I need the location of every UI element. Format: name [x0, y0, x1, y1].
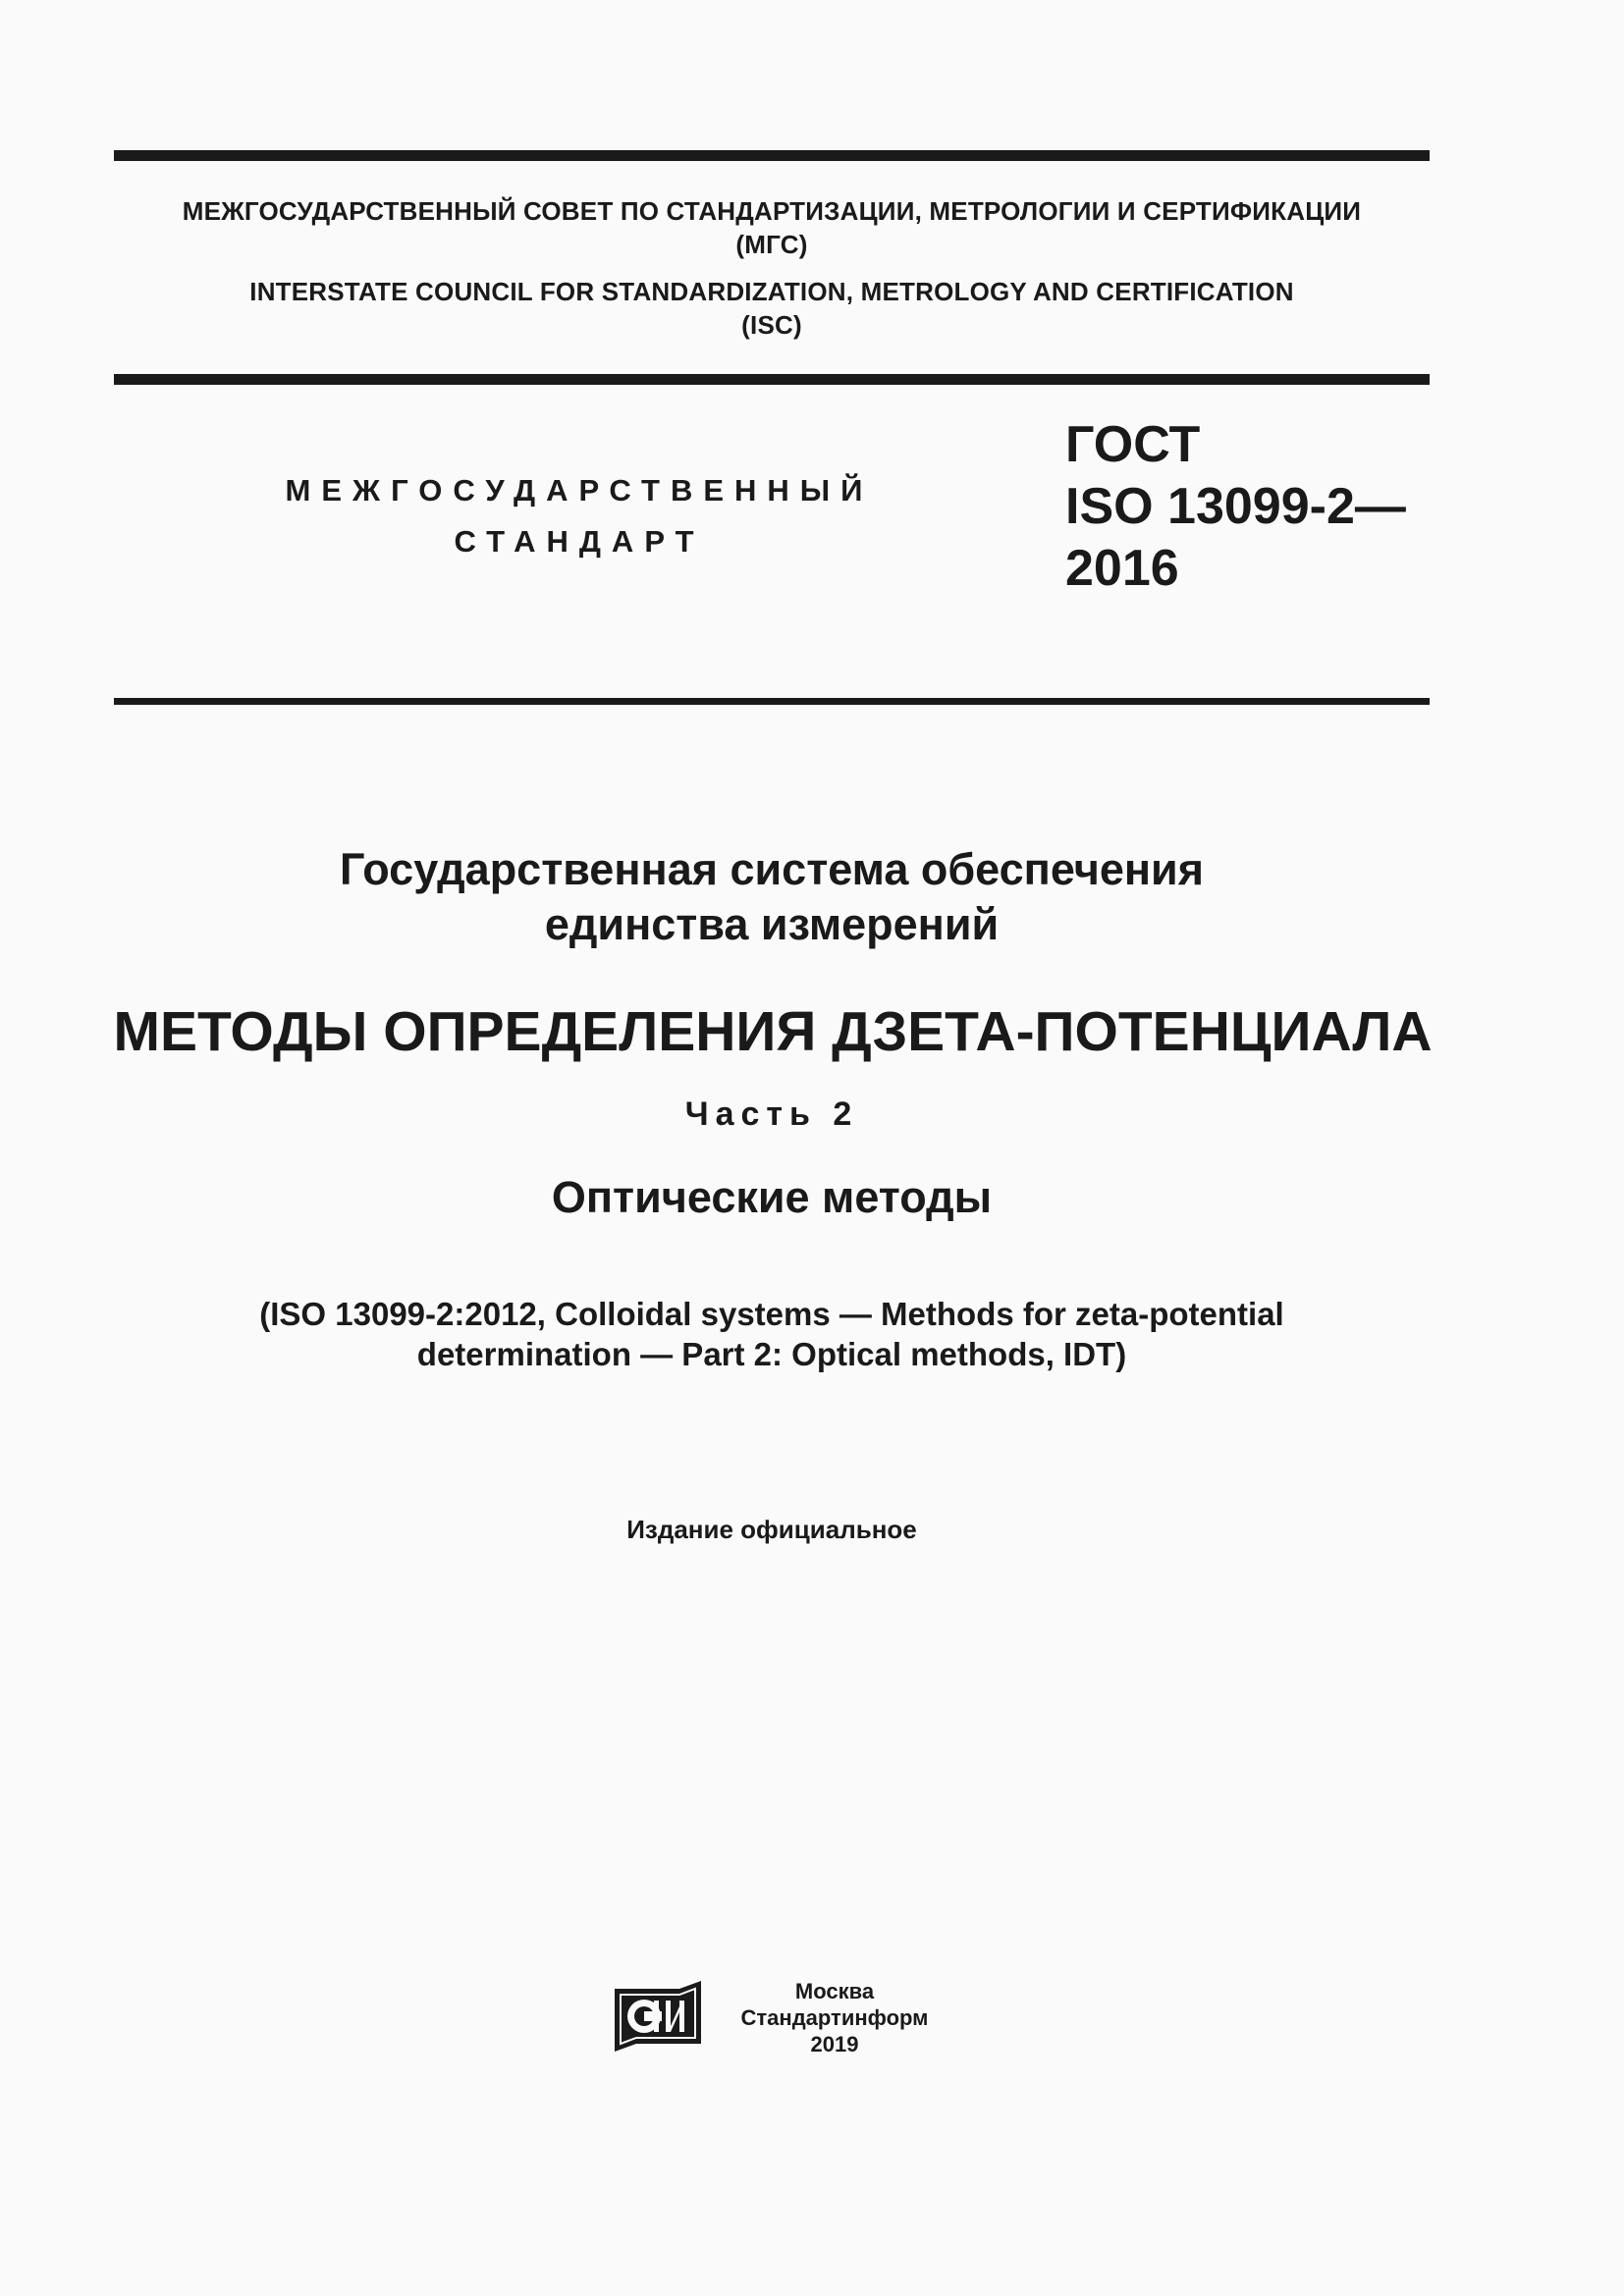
- iso-reference-line2: determination — Part 2: Optical methods, IDT): [416, 1336, 1127, 1372]
- council-header: [114, 194, 1430, 342]
- council-en-abbr: (ISC): [741, 310, 802, 340]
- publisher-block: [717, 1978, 952, 2057]
- subtitle: Оптические методы: [551, 1172, 993, 1222]
- designation-line3: 2016: [1065, 540, 1179, 597]
- publisher-year: 2019: [810, 2032, 859, 2056]
- edition-label: Издание официальное: [626, 1515, 917, 1544]
- bottom-rule: [114, 698, 1430, 705]
- council-en-name: INTERSTATE COUNCIL FOR STANDARDIZATION, METROLOGY AND CERTIFICATION: [249, 277, 1294, 306]
- main-title: МЕТОДЫ ОПРЕДЕЛЕНИЯ ДЗЕТА-ПОТЕНЦИАЛА: [113, 1000, 1433, 1063]
- middle-rule: [114, 374, 1430, 385]
- iso-reference-line1: (ISO 13099-2:2012, Colloidal systems — Methods for zeta-potential: [259, 1296, 1284, 1332]
- system-title-line1: Государственная система обеспечения: [340, 844, 1204, 894]
- designation-line2: ISO 13099-2—: [1065, 478, 1406, 535]
- standard-designation: [1065, 414, 1406, 600]
- iso-reference: [114, 1294, 1430, 1374]
- council-ru-name: МЕЖГОСУДАРСТВЕННЫЙ СОВЕТ ПО СТАНДАРТИЗАЦИИ, МЕТРОЛОГИИ И СЕРТИФИКАЦИИ: [182, 196, 1362, 226]
- publisher-name: Стандартинформ: [740, 2005, 929, 2030]
- part-label: Часть 2: [684, 1095, 859, 1133]
- publisher-city: Москва: [794, 1979, 875, 2003]
- system-title: [114, 842, 1430, 952]
- system-title-line2: единства измерений: [544, 899, 1000, 949]
- standard-type: [226, 465, 933, 567]
- council-ru-abbr: (МГС): [735, 230, 808, 259]
- standard-type-line2: СТАНДАРТ: [454, 524, 705, 559]
- top-rule: [114, 150, 1430, 161]
- designation-line1: ГОСТ: [1065, 416, 1201, 473]
- standard-type-line1: МЕЖГОСУДАРСТВЕННЫЙ: [285, 473, 874, 507]
- standartinform-logo-icon: [611, 1979, 705, 2054]
